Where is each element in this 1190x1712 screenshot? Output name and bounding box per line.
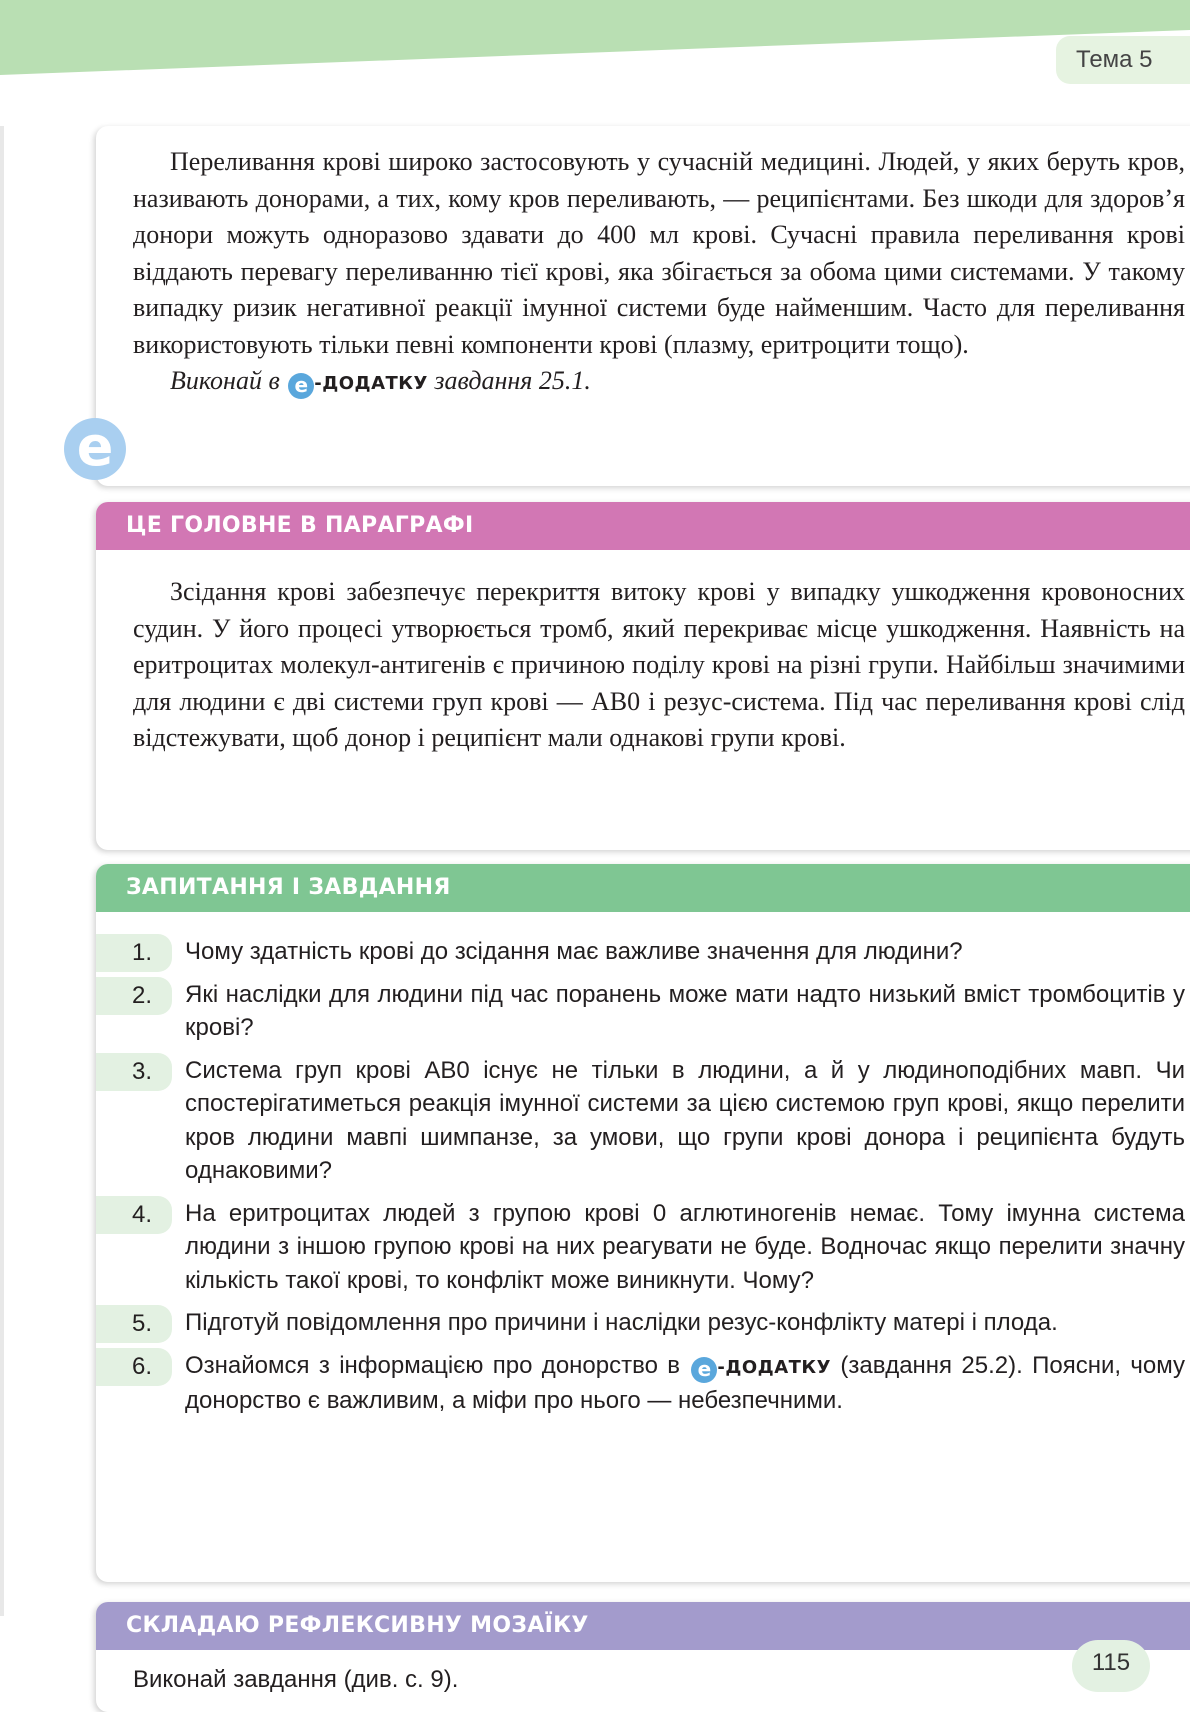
question-number: 4. bbox=[96, 1196, 172, 1234]
question-text: Підготуй повідомлення про причини і наслідки резус-конфлікту матері і плода. bbox=[185, 1309, 1058, 1336]
e-addon-word[interactable]: -ДОДАТКУ bbox=[717, 1356, 832, 1378]
reflect-text: Виконай завдання (див. с. 9). bbox=[133, 1666, 459, 1693]
question-number: 6. bbox=[96, 1348, 172, 1386]
page-number: 115 bbox=[1072, 1640, 1150, 1692]
question-item bbox=[96, 1348, 1190, 1418]
e-addon-word[interactable]: -ДОДАТКУ bbox=[314, 373, 428, 394]
summary-paragraph: Зсідання крові забезпечує перекриття витоку крові у випадку ушкодження кровоносних судин. У його процесі утворюється тромб, який перекриває місце ушкодження. Наявність на еритроцитах молекул-антигенів є причиною поділу крові на різні групи. Найбільш значимими для людини є дві системи груп крові — АВ0 і резус-система. Під час переливання крові слід відстежувати, щоб донор і реципієнт мали однакові групи крові. bbox=[133, 577, 1185, 752]
question-text bbox=[185, 1348, 1185, 1418]
e-addon-icon[interactable]: e bbox=[691, 1357, 717, 1383]
task-prefix: Виконай в bbox=[170, 366, 287, 395]
header-band bbox=[0, 0, 1190, 80]
intro-paragraph: Переливання крові широко застосовують у сучасній медицині. Людей, у яких беруть кров, називають донорами, а тих, кому кров переливають, — реципієнтами. Без шкоди для здоров’я донори можуть одноразово здавати до 400 мл крові. Сучасні правила переливання крові віддають перевагу переливанню тієї крові, яка збігається за обома цими системами. У такому випадку ризик негативної реакції імунної системи буде найменшим. Часто для переливання використовують тільки певні компоненти крові (плазму, еритроцити тощо). bbox=[133, 147, 1185, 359]
question-number: 5. bbox=[96, 1305, 172, 1343]
question-text: На еритроцитах людей з групою крові 0 аглютиногенів немає. Тому імунна система людини з іншою групою крові на них реагувати не буде. Водночас якщо перелити значну кількість такої крові, то конфлікт може виникнути. Чому? bbox=[185, 1199, 1185, 1294]
summary-heading: ЦЕ ГОЛОВНЕ В ПАРАГРАФІ bbox=[96, 502, 1190, 550]
question-item bbox=[96, 977, 1190, 1045]
reflect-heading: СКЛАДАЮ РЕФЛЕКСИВНУ МОЗАЇКУ bbox=[96, 1602, 1190, 1650]
summary-card bbox=[96, 502, 1190, 850]
topic-tab: Тема 5 bbox=[1056, 36, 1190, 84]
question6-text-after: (завдання 25.2). Поясни, чому донорство є важливим, а міфи про нього — небезпечними. bbox=[185, 1351, 1185, 1414]
questions-card bbox=[96, 864, 1190, 1582]
question6-text-before: Ознайомся з інформацією про донорство в bbox=[185, 1351, 690, 1379]
question-number: 3. bbox=[96, 1053, 172, 1091]
intro-task-line bbox=[133, 363, 1185, 403]
question-item bbox=[96, 1196, 1190, 1298]
question-item bbox=[96, 934, 1190, 969]
left-margin-rule bbox=[0, 126, 4, 1616]
e-addon-icon[interactable]: e bbox=[288, 373, 314, 399]
questions-list bbox=[96, 934, 1190, 1426]
reflect-card bbox=[96, 1602, 1190, 1712]
e-addon-badge-icon: e bbox=[64, 418, 126, 480]
question-text: Чому здатність крові до зсідання має важливе значення для людини? bbox=[185, 938, 963, 965]
task-suffix: завдання 25.1. bbox=[427, 366, 591, 395]
questions-heading: ЗАПИТАННЯ І ЗАВДАННЯ bbox=[96, 864, 1190, 912]
question-text: Система груп крові АВ0 існує не тільки в людини, а й у людиноподібних мавп. Чи спостерігатиметься реакція імунної системи за цією системою груп крові, якщо перелити кров людини мавпі шимпанзе, за умови, що групи крові донора і реципієнта будуть однаковими? bbox=[185, 1056, 1185, 1184]
question-item bbox=[96, 1053, 1190, 1188]
question-text: Які наслідки для людини під час поранень може мати надто низький вміст тромбоцитів у крові? bbox=[185, 980, 1185, 1041]
question-number: 1. bbox=[96, 934, 172, 972]
question-number: 2. bbox=[96, 977, 172, 1015]
intro-card bbox=[96, 126, 1190, 486]
question-item bbox=[96, 1305, 1190, 1340]
